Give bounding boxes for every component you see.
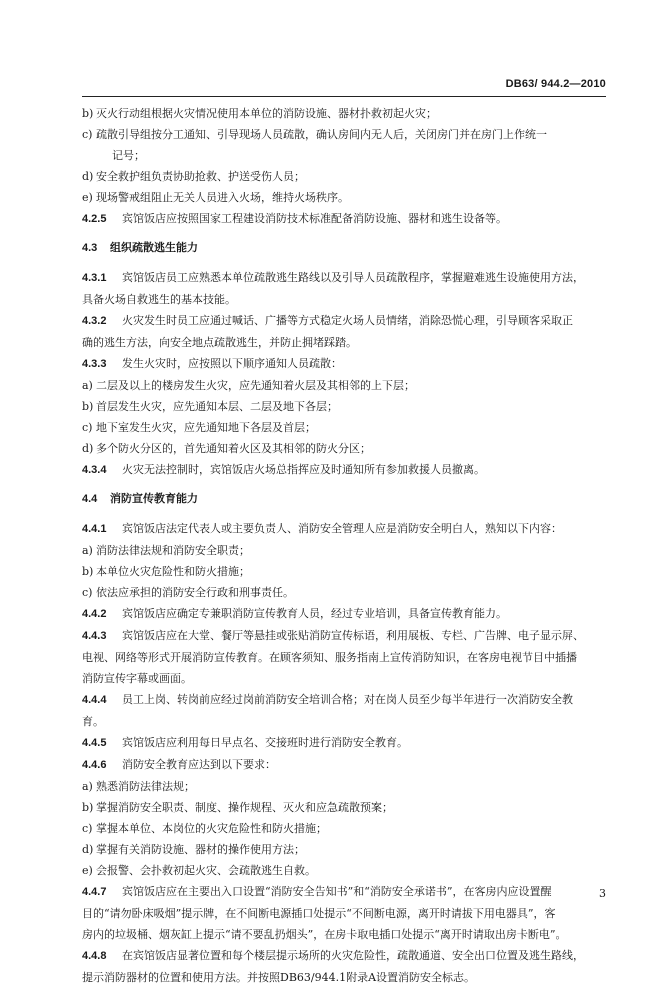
list-item [82, 839, 610, 860]
list-label: b) [82, 801, 94, 814]
clause-text-continuation: 提示消防器材的位置和使用方法。并按照DB63/944.1附录A设置消防安全标志。 [82, 971, 476, 984]
section-heading-4-4 [82, 489, 610, 510]
list-item [82, 582, 610, 603]
list-item [82, 417, 610, 438]
clause-4-4-3 [82, 625, 610, 647]
list-label: d) [82, 843, 94, 856]
list-item [82, 540, 610, 561]
list-item [82, 375, 610, 396]
list-label: d) [82, 170, 94, 183]
list-item [82, 860, 610, 881]
list-text: 会报警、会扑救初起火灾、会疏散逃生自救。 [96, 864, 316, 877]
clause-number: 4.3.4 [82, 464, 107, 476]
clause-text-continuation: 育。 [82, 715, 104, 728]
clause-number: 4.4.8 [82, 950, 107, 962]
clause-text: 在宾馆饭店显著位置和每个楼层提示场所的火灾危险性，疏散通道、安全出口位置及逃生路线， [122, 949, 584, 962]
clause-4-4-2 [82, 603, 610, 625]
list-label: c) [82, 128, 93, 141]
clause-4-2-5 [82, 208, 610, 230]
list-text: 二层及以上的楼房发生火灾，应先通知着火层及其相邻的上下层； [96, 379, 415, 392]
clause-text: 火灾发生时员工应通过喊话、广播等方式稳定火场人员情绪，消除恐慌心理，引导顾客采取正 [122, 314, 573, 327]
list-text-continuation: 记号； [112, 149, 145, 162]
list-text: 地下室发生火灾，应先通知地下各层及首层； [96, 421, 316, 434]
clause-text: 宾馆饭店员工应熟悉本单位疏散逃生路线以及引导人员疏散程序，掌握避难逃生设施使用方法， [122, 271, 584, 284]
list-item [82, 561, 610, 582]
clause-4-3-3 [82, 353, 610, 375]
list-label: a) [82, 780, 93, 793]
list-label: c) [82, 822, 93, 835]
list-text: 疏散引导组按分工通知、引导现场人员疏散，确认房间内无人后，关闭房门并在房门上作统一 [96, 128, 547, 141]
document-code: DB63/ 944.2—2010 [505, 78, 606, 90]
list-text: 现场警戒组阻止无关人员进入火场，维持火场秩序。 [96, 191, 349, 204]
clause-number: 4.4.4 [82, 694, 107, 706]
clause-number: 4.4.7 [82, 886, 107, 898]
clause-number: 4.2.5 [82, 213, 107, 225]
list-text: 掌握本单位、本岗位的火灾危险性和防火措施； [96, 822, 327, 835]
clause-text: 发生火灾时，应按照以下顺序通知人员疏散： [122, 357, 342, 370]
clause-number: 4.4.1 [82, 523, 107, 535]
clause-text-continuation: 目的“请勿卧床吸烟”提示牌，在不间断电源插口处提示“不间断电源，离开时请拔下用电器具”，客 [82, 907, 556, 920]
clause-number: 4.4.2 [82, 608, 107, 620]
list-text: 本单位火灾危险性和防火措施； [96, 565, 250, 578]
document-body [82, 103, 610, 988]
list-label: a) [82, 379, 93, 392]
clause-number: 4.4.3 [82, 630, 107, 642]
clause-text: 宾馆饭店应在大堂、餐厅等悬挂或张贴消防宣传标语，利用展板、专栏、广告牌、电子显示屏、 [122, 629, 584, 642]
clause-text-continuation: 电视、网络等形式开展消防宣传教育。在顾客须知、服务指南上宣传消防知识，在客房电视节目中插播 [82, 651, 577, 664]
clause-number: 4.3.2 [82, 315, 107, 327]
section-number: 4.4 [82, 493, 98, 505]
clause-text: 宾馆饭店应在主要出入口设置“消防安全告知书”和“消防安全承诺书”，在客房内应设置醒 [122, 885, 552, 898]
clause-4-4-7 [82, 881, 610, 903]
header-rule [82, 96, 606, 97]
clause-4-3-4 [82, 459, 610, 481]
section-number: 4.3 [82, 242, 98, 254]
clause-text: 宾馆饭店法定代表人或主要负责人、消防安全管理人应是消防安全明白人，熟知以下内容： [122, 522, 562, 535]
clause-text-continuation: 消防宣传字幕或画面。 [82, 672, 192, 685]
list-item [82, 166, 610, 187]
list-label: e) [82, 191, 93, 204]
clause-4-4-5 [82, 732, 610, 754]
clause-4-4-1 [82, 518, 610, 540]
clause-text-continuation: 房内的垃圾桶、烟灰缸上提示“请不要乱扔烟头”，在房卡取电插口处提示“离开时请取出房卡断电”。 [82, 928, 567, 941]
clause-text-continuation: 确的逃生方法，向安全地点疏散逃生，并防止拥堵踩踏。 [82, 336, 357, 349]
list-item [82, 124, 610, 145]
list-item [82, 396, 610, 417]
list-label: c) [82, 586, 93, 599]
list-item [82, 776, 610, 797]
list-label: d) [82, 442, 94, 455]
list-text: 掌握有关消防设施、器材的操作使用方法； [96, 843, 305, 856]
list-label: b) [82, 565, 94, 578]
list-text: 依法应承担的消防安全行政和刑事责任。 [96, 586, 294, 599]
list-label: b) [82, 400, 94, 413]
clause-4-3-2 [82, 310, 610, 332]
clause-text: 宾馆饭店应确定专兼职消防宣传教育人员，经过专业培训，具备宣传教育能力。 [122, 607, 507, 620]
section-title: 消防宣传教育能力 [110, 493, 198, 505]
list-text: 多个防火分区的，首先通知着火区及其相邻的防火分区； [96, 442, 371, 455]
clause-4-3-1 [82, 267, 610, 289]
list-label: a) [82, 544, 93, 557]
clause-number: 4.4.6 [82, 759, 107, 771]
clause-text: 员工上岗、转岗前应经过岗前消防安全培训合格；对在岗人员至少每半年进行一次消防安全教 [122, 693, 573, 706]
list-text: 掌握消防安全职责、制度、操作规程、灭火和应急疏散预案； [96, 801, 393, 814]
list-label: e) [82, 864, 93, 877]
list-item [82, 438, 610, 459]
clause-4-4-4 [82, 689, 610, 711]
list-text: 熟悉消防法律法规； [96, 780, 195, 793]
list-label: b) [82, 107, 94, 120]
section-title: 组织疏散逃生能力 [110, 242, 198, 254]
clause-4-4-8 [82, 945, 610, 967]
clause-text: 宾馆饭店应利用每日早点名、交接班时进行消防安全教育。 [122, 736, 408, 749]
clause-text: 火灾无法控制时，宾馆饭店火场总指挥应及时通知所有参加救援人员撤离。 [122, 463, 485, 476]
section-heading-4-3 [82, 238, 610, 259]
page-number: 3 [599, 887, 606, 900]
list-item [82, 818, 610, 839]
list-text: 消防法律法规和消防安全职责； [96, 544, 250, 557]
clause-number: 4.3.3 [82, 358, 107, 370]
list-item [82, 797, 610, 818]
list-text: 灭火行动组根据火灾情况使用本单位的消防设施、器材扑救初起火灾； [96, 107, 437, 120]
list-item [82, 103, 610, 124]
list-text: 安全救护组负责协助抢救、护送受伤人员； [96, 170, 305, 183]
clause-number: 4.3.1 [82, 272, 107, 284]
list-item [82, 187, 610, 208]
list-label: c) [82, 421, 93, 434]
list-text: 首层发生火灾，应先通知本层、二层及地下各层； [96, 400, 338, 413]
clause-number: 4.4.5 [82, 737, 107, 749]
clause-4-4-6 [82, 754, 610, 776]
clause-text: 消防安全教育应达到以下要求： [122, 758, 276, 771]
clause-text: 宾馆饭店应按照国家工程建设消防技术标准配备消防设施、器材和逃生设备等。 [122, 212, 507, 225]
clause-text-continuation: 具备火场自救逃生的基本技能。 [82, 293, 236, 306]
